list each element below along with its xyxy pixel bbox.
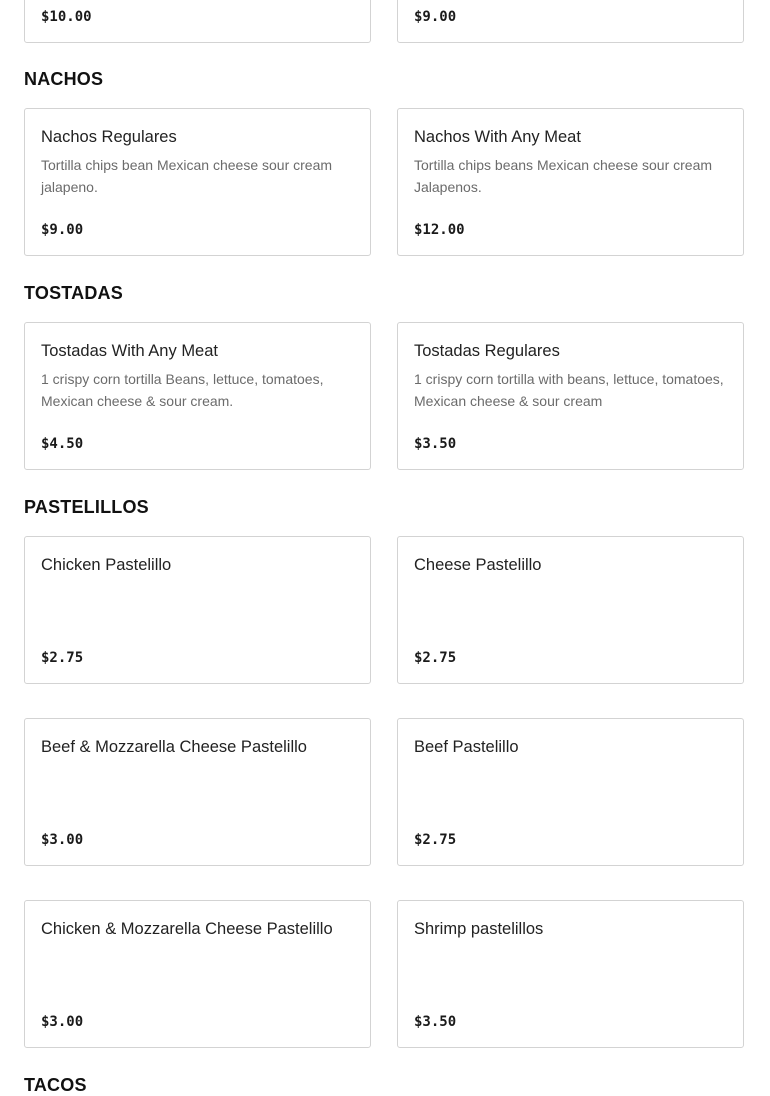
menu-item-card[interactable] — [397, 536, 744, 684]
item-price: $10.00 — [41, 9, 92, 25]
section-title-tostadas: TOSTADAS — [24, 283, 123, 303]
section-title-nachos: NACHOS — [24, 69, 104, 89]
item-name: Cheese Pastelillo — [414, 556, 542, 574]
item-price: $3.50 — [414, 1014, 457, 1030]
item-description: 1 crispy corn tortilla Beans, lettuce, tomatoes, Mexican cheese & sour cream. — [41, 371, 324, 409]
item-name: Tostadas Regulares — [414, 342, 560, 360]
item-price: $3.00 — [41, 832, 84, 848]
menu-item-card[interactable] — [24, 0, 371, 43]
item-price: $2.75 — [414, 832, 457, 848]
item-name: Nachos Regulares — [41, 128, 177, 146]
item-name: Nachos With Any Meat — [414, 128, 581, 146]
item-description: 1 crispy corn tortilla with beans, lettuce, tomatoes, Mexican cheese & sour cream — [414, 371, 724, 409]
menu-item-card[interactable] — [397, 718, 744, 866]
item-description: Tortilla chips bean Mexican cheese sour cream jalapeno. — [41, 157, 333, 195]
menu-item-card[interactable] — [24, 718, 371, 866]
item-name: Beef Pastelillo — [414, 738, 519, 756]
item-price: $3.50 — [414, 436, 457, 452]
menu-item-card[interactable] — [397, 0, 744, 43]
menu-item-card[interactable] — [24, 536, 371, 684]
menu-item-card[interactable] — [24, 322, 371, 470]
menu-item-card[interactable] — [24, 108, 371, 256]
item-price: $12.00 — [414, 222, 465, 238]
section-title-tacos: TACOS — [24, 1075, 87, 1095]
item-name: Chicken Pastelillo — [41, 556, 172, 574]
menu-item-card[interactable] — [397, 322, 744, 470]
item-description: Tortilla chips beans Mexican cheese sour cream Jalapenos. — [414, 157, 713, 195]
item-price: $2.75 — [414, 650, 457, 666]
menu-item-card[interactable] — [397, 108, 744, 256]
item-name: Beef & Mozzarella Cheese Pastelillo — [41, 738, 307, 756]
item-name: Shrimp pastelillos — [414, 920, 544, 938]
item-price: $9.00 — [414, 9, 457, 25]
item-name: Chicken & Mozzarella Cheese Pastelillo — [41, 920, 333, 938]
section-title-pastelillos: PASTELILLOS — [24, 497, 149, 517]
item-price: $9.00 — [41, 222, 84, 238]
item-name: Tostadas With Any Meat — [41, 342, 218, 360]
menu-item-card[interactable] — [397, 900, 744, 1048]
item-price: $2.75 — [41, 650, 84, 666]
item-price: $3.00 — [41, 1014, 84, 1030]
menu-item-card[interactable] — [24, 900, 371, 1048]
item-price: $4.50 — [41, 436, 84, 452]
